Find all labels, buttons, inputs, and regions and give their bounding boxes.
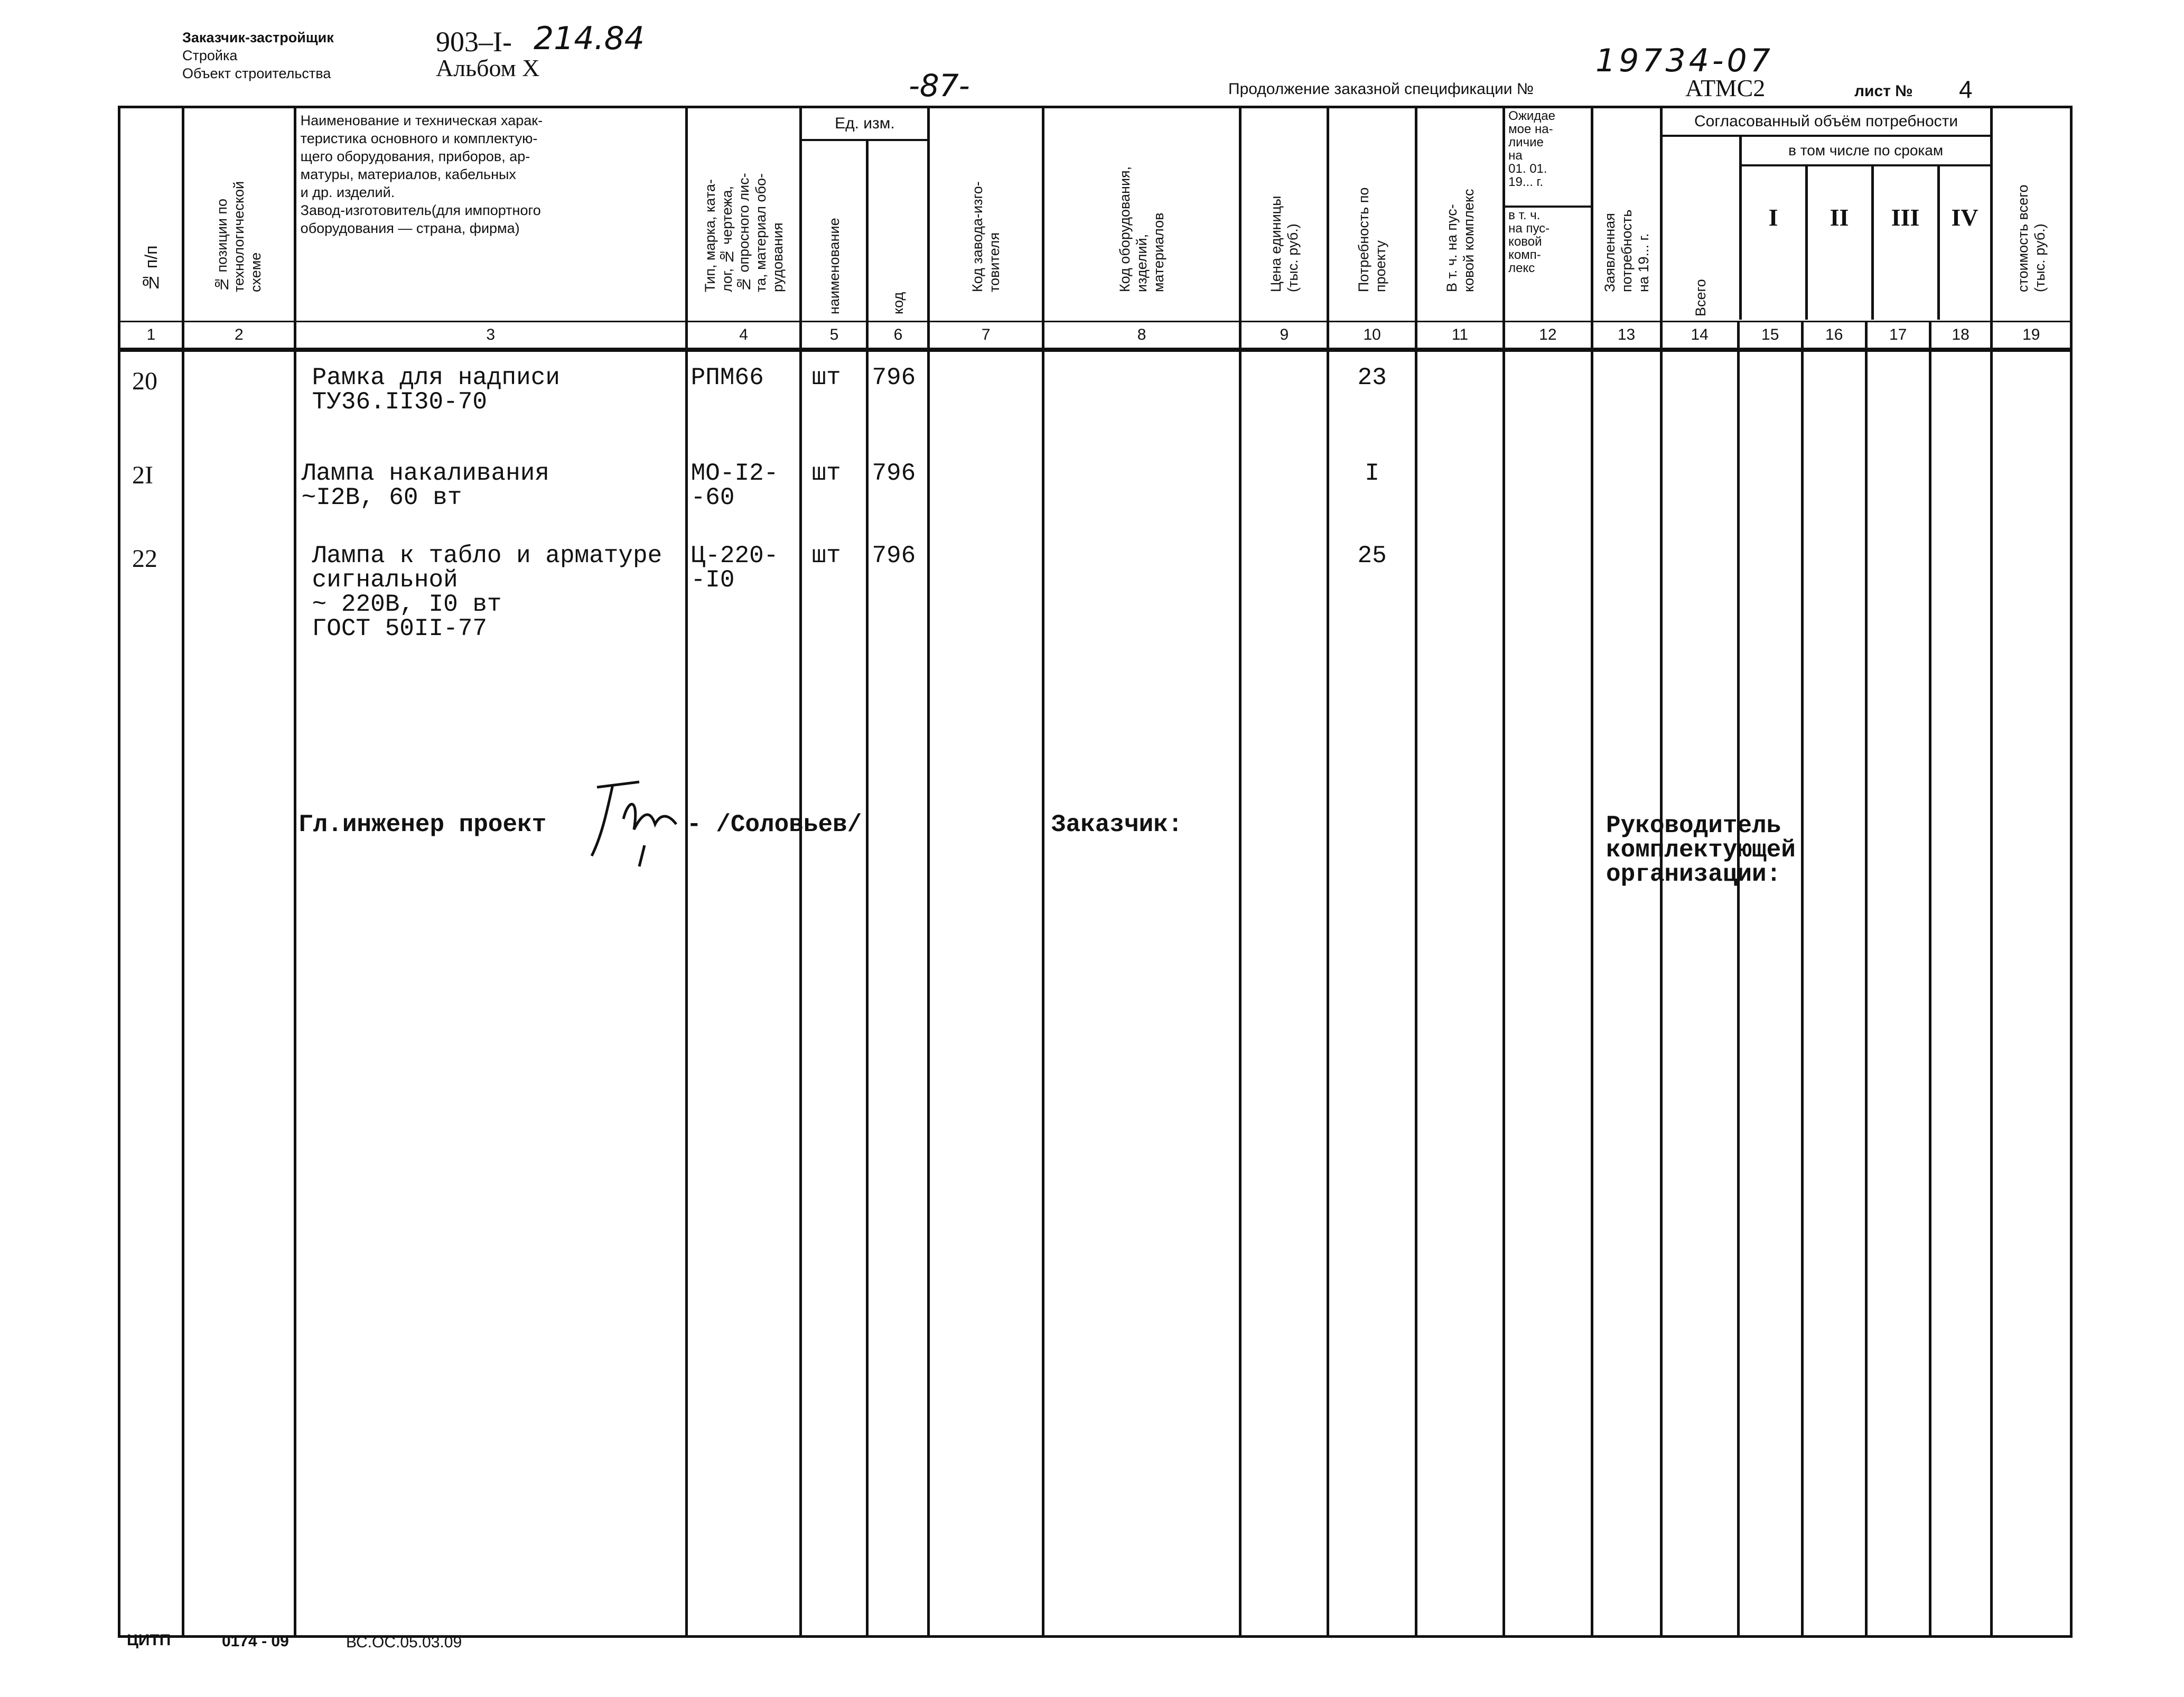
col-header-project-need: Потребность по проекту (1328, 107, 1416, 322)
col-number: 19 (1991, 322, 2071, 350)
body-col-declared (1592, 350, 1661, 1637)
col-number: 14 (1661, 322, 1738, 350)
row-22-num: 22 (132, 545, 157, 573)
body-col-num (119, 350, 183, 1637)
col-number: 2 (183, 322, 295, 350)
row-20-name: Рамка для надписи ТУ36.II30-70 (312, 364, 560, 416)
body-col-startup (1416, 350, 1504, 1637)
footer-code-2: ВС.ОС.05.03.09 (346, 1634, 462, 1651)
col-header-term-2: II (1808, 166, 1874, 320)
col-number: 18 (1930, 322, 1991, 350)
page-number: -87- (909, 68, 970, 104)
supplier-signature-label: Руководитель комплектующей организации: (1606, 812, 1796, 888)
continuation-label: Продолжение заказной спецификации № (1228, 80, 1534, 98)
col-header-cost: стоимость всего (тыс. руб.) (1991, 107, 2071, 322)
col-number: 11 (1416, 322, 1504, 350)
body-col-equipment-code (1043, 350, 1240, 1637)
object-label: Объект строительства (182, 66, 331, 81)
col-header-total: Всего (1663, 137, 1742, 320)
row-20-num: 20 (132, 367, 157, 395)
col-number: 15 (1738, 322, 1802, 350)
col-header-num: № п/п (119, 107, 183, 322)
body-col-unit-price (1240, 350, 1328, 1637)
body-col-term-1 (1738, 350, 1802, 1637)
col-number: 13 (1592, 322, 1661, 350)
row-22-name: Лампа к табло и арматуре сигнальной ~ 220В, I0 вт ГОСТ 50II-77 (312, 542, 662, 642)
col-number: 1 (119, 322, 183, 350)
col-number: 5 (801, 322, 867, 350)
col-header-unit-name: наименование (802, 141, 869, 321)
row-22-code: 796 (872, 542, 916, 570)
row-20-code: 796 (872, 364, 916, 391)
col-number: 7 (929, 322, 1043, 350)
sheet-label: лист № (1854, 82, 1913, 100)
col-number: 9 (1240, 322, 1328, 350)
spec-number: АТМС2 (1685, 74, 1766, 101)
col-header-unit-code: код (890, 292, 906, 314)
row-20-type: РПМ66 (690, 364, 764, 391)
table-body-row (119, 350, 2071, 1637)
body-col-term-4 (1930, 350, 1991, 1637)
col-header-agreed-group: Согласованный объём потребности Всего в том числе по срокам I II III IV (1661, 107, 1991, 322)
col-header-position: № позиции по технологической схеме (183, 107, 295, 322)
col-number: 12 (1504, 322, 1592, 350)
col-header-unit-price: Цена единицы (тыс. руб.) (1240, 107, 1328, 322)
col-header-type: Тип, марка, ката- лог, № чертежа, № опросного лис- та, материал обо- рудования (686, 107, 801, 322)
col-header-name: Наименование и техническая харак- теристика основного и комплектую- щего оборудования, приборов, ар- матуры, материалов, кабельных и др. изделий. Завод-изготовитель(для импортного оборудования — страна, фирма) (295, 107, 686, 322)
body-col-position (183, 350, 295, 1637)
col-header-expected: Ожидае мое на- личие на 01. 01. 19... г. в т. ч. на пус- ковой комп- лекс (1504, 107, 1592, 322)
document-number: 19734-07 (1595, 42, 1774, 79)
row-21-code: 796 (872, 460, 916, 487)
row-22-type: Ц-220- -I0 (690, 542, 779, 594)
row-21-name: Лампа накаливания ~I2В, 60 вт (301, 460, 549, 511)
col-header-term-1: I (1742, 166, 1808, 320)
footer-code-1: 0174 - 09 (222, 1633, 289, 1650)
col-header-term-4: IV (1951, 204, 1978, 231)
site-label: Стройка (182, 48, 238, 63)
body-col-unit (801, 350, 867, 1637)
handwritten-signature (576, 777, 687, 872)
body-col-cost (1991, 350, 2071, 1637)
col-header-declared-need: Заявленная потребность на 19... г. (1592, 107, 1661, 322)
row-21-qty: I (1365, 460, 1379, 487)
col-number: 8 (1043, 322, 1240, 350)
album-label: Альбом X (436, 54, 540, 81)
body-col-term-3 (1866, 350, 1930, 1637)
chief-engineer-name: - /Соловьев/ (687, 811, 862, 838)
col-header-term-3: III (1874, 166, 1940, 320)
footer-org: ЦИТП (127, 1631, 171, 1649)
project-code: 903–I- (436, 26, 512, 58)
col-number: 17 (1866, 322, 1930, 350)
row-22-unit: шт (811, 542, 841, 570)
col-number: 10 (1328, 322, 1416, 350)
col-header-factory-code: Код завода-изго- товителя (929, 107, 1043, 322)
row-20-unit: шт (811, 364, 841, 391)
body-col-term-2 (1802, 350, 1866, 1637)
sheet-number: 4 (1959, 76, 1973, 103)
col-number: 16 (1802, 322, 1866, 350)
col-number: 6 (867, 322, 929, 350)
col-header-startup-complex: В т. ч. на пус- ковой комплекс (1416, 107, 1504, 322)
chief-engineer-label: Гл.инженер проект (298, 811, 547, 838)
body-col-name (295, 350, 686, 1637)
body-col-expected (1504, 350, 1592, 1637)
col-header-unit-group: Ед. изм. наименование код (801, 107, 929, 322)
header-row (119, 107, 2071, 322)
customer-signature-label: Заказчик: (1051, 811, 1183, 838)
row-20-qty: 23 (1357, 364, 1387, 391)
row-21-num: 2I (132, 461, 153, 489)
body-col-project-need (1328, 350, 1416, 1637)
body-col-unit-code (867, 350, 929, 1637)
body-col-type (686, 350, 801, 1637)
row-22-qty: 25 (1357, 542, 1387, 570)
column-number-row (119, 322, 2071, 350)
body-col-factory-code (929, 350, 1043, 1637)
col-number: 4 (686, 322, 801, 350)
row-21-unit: шт (811, 460, 841, 487)
col-header-terms-group: в том числе по срокам (1742, 137, 1990, 166)
body-col-total (1661, 350, 1738, 1637)
project-code-handwritten: 214.84 (534, 20, 645, 57)
row-21-type: МО-I2- -60 (690, 460, 779, 511)
customer-label: Заказчик-застройщик (182, 30, 334, 45)
col-number: 3 (295, 322, 686, 350)
col-header-equipment-code: Код оборудования, изделий, материалов (1043, 107, 1240, 322)
